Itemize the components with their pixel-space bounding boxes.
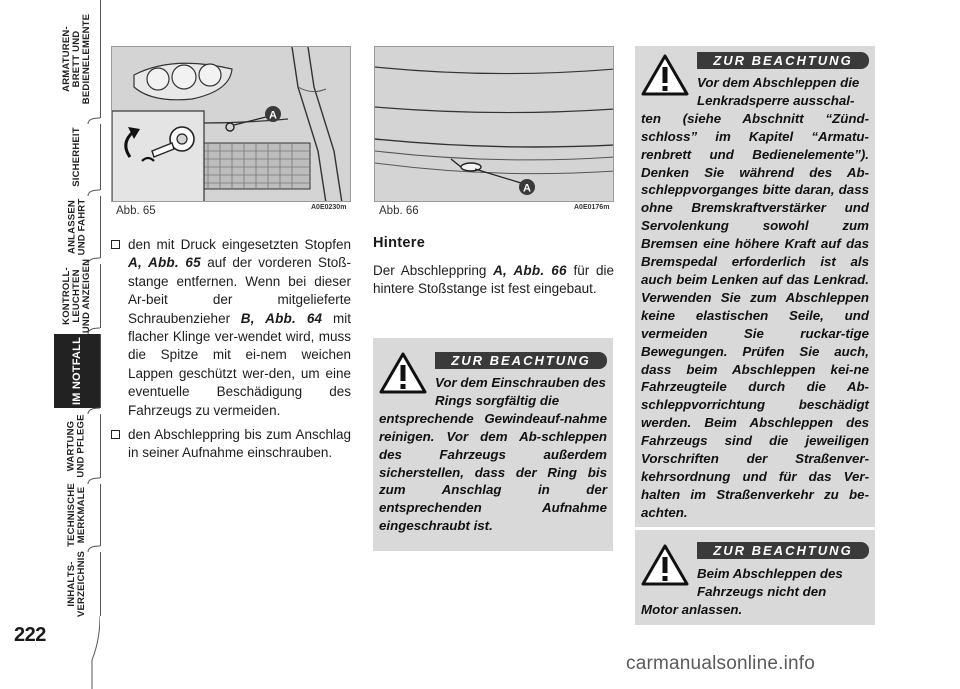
callout-a: A [269, 109, 277, 122]
warning-header: ZUR BEACHTUNG [697, 52, 869, 69]
warning-header: ZUR BEACHTUNG [697, 542, 869, 559]
text-segment: für die hintere Stoßstange ist fest eingebaut. [373, 263, 614, 297]
front-bumper-illustration [112, 47, 351, 202]
tab-divider-curves [0, 0, 100, 689]
text-segment: mit flacher Klinge ver-wendet wird, muss die Spitze mit ei-nem weichen Lappen geschützt wer-den, um eine eventuelle Beschädigung des Fahrzeugs zu vermeiden. [128, 310, 351, 418]
warning-text [641, 565, 869, 619]
warning-box [373, 338, 613, 551]
callout-a: A [523, 182, 531, 195]
tab-label: INHALTS- VERZEICHNIS [66, 550, 88, 618]
text-segment: Der Abschleppring [373, 263, 494, 278]
instruction-list [111, 236, 351, 463]
list-item [111, 426, 351, 463]
figure-65-front-bumper [111, 46, 351, 202]
middle-column-text [373, 262, 614, 299]
page-number: 222 [14, 624, 46, 646]
warning-box [635, 46, 875, 527]
tab-label: TECHNISCHE MERKMALE [66, 483, 88, 547]
tab-label: WARTUNG UND PFLEGE [66, 414, 88, 478]
left-column-text [111, 236, 351, 469]
figure-reference: A, Abb. 65 [128, 255, 201, 271]
figure-66-code: A0E0176m [574, 204, 610, 211]
watermark: carmanualsonline.info [626, 653, 816, 674]
checkbox-bullet-icon [111, 430, 120, 439]
warning-body-text: ten (siehe Abschnitt “Zünd-schloss” im Kapitel “Armatu-renbrett und Bedienelemente”). Denken Sie während des Ab-schleppvorganges bitte daran, dass ohne Bremskraftverstärker und Servolenkung sowohl zum Bremsen eine höhere Kraft auf das Bremspedal erforderlich ist als auch beim Lenken auf das Lenkrad. Verwenden Sie zum Abschleppen keine elastischen Seile, und vermeiden Sie ruckar-tige Bewegungen. Prüfen Sie auch, dass beim Abschleppen kei-ne Fahrzeugteile durch die Ab-schleppvorrichtung beschädigt werden. Beim Abschleppen des Fahrzeugs sind die jeweiligen Vorschriften der Straßenver-kehrsordnung und für das Ver-halten im Straßenverkehr zu be-achten. [641, 110, 869, 520]
warning-lead-text: Vor dem Abschleppen die Lenkradsperre ausschal- [697, 75, 860, 108]
figure-reference: B, Abb. 64 [240, 310, 323, 326]
warning-body-text: entsprechende Gewindeauf-nahme reinigen. Vor dem Ab-schleppen des Fahrzeugs außerdem sicherstellen, dass der Ring bis zum Anschlag in der entsprechenden Aufnahme eingeschraubt ist. [379, 410, 607, 534]
tab-label: KONTROLL- LEUCHTEN UND ANZEIGEN [61, 258, 93, 334]
tab-label: SICHERHEIT [71, 127, 83, 187]
chapter-tab-strip [0, 0, 100, 689]
text-segment: auf der vorderen Stoß-stange entfernen. Wenn bei dieser Ar-beit der mitgelieferte Schraubenzieher [128, 255, 351, 326]
warning-text [641, 74, 869, 522]
checkbox-bullet-icon [111, 240, 120, 249]
list-item [111, 236, 351, 420]
figure-reference: A, Abb. 66 [493, 263, 567, 278]
text-segment: den Abschleppring bis zum Anschlag in seiner Aufnahme einschrauben. [128, 427, 351, 461]
warning-header: ZUR BEACHTUNG [435, 352, 607, 369]
tab-label: ARMATUREN- BRETT UND BEDIENELEMENTE [61, 13, 93, 105]
tab-label: ANLASSEN UND FAHRT [66, 198, 87, 256]
warning-lead-text: Vor dem Einschrauben des Rings sorgfältig die [435, 375, 606, 408]
tab-label: IM NOTFALL [71, 337, 83, 405]
warning-body-text: Motor anlassen. [641, 601, 743, 617]
figure-66-caption: Abb. 66 [379, 205, 419, 217]
rear-bumper-illustration [375, 47, 614, 202]
figure-65-code: A0E0230m [311, 204, 347, 211]
figure-65-caption: Abb. 65 [116, 205, 156, 217]
text-segment: den mit Druck eingesetzten Stopfen [128, 237, 351, 252]
figure-66-rear-bumper [374, 46, 614, 202]
section-heading: Hintere [373, 235, 426, 251]
warning-text [379, 374, 607, 535]
warning-lead-text: Beim Abschleppen des Fahrzeugs nicht den [697, 566, 843, 599]
warning-box [635, 530, 875, 625]
